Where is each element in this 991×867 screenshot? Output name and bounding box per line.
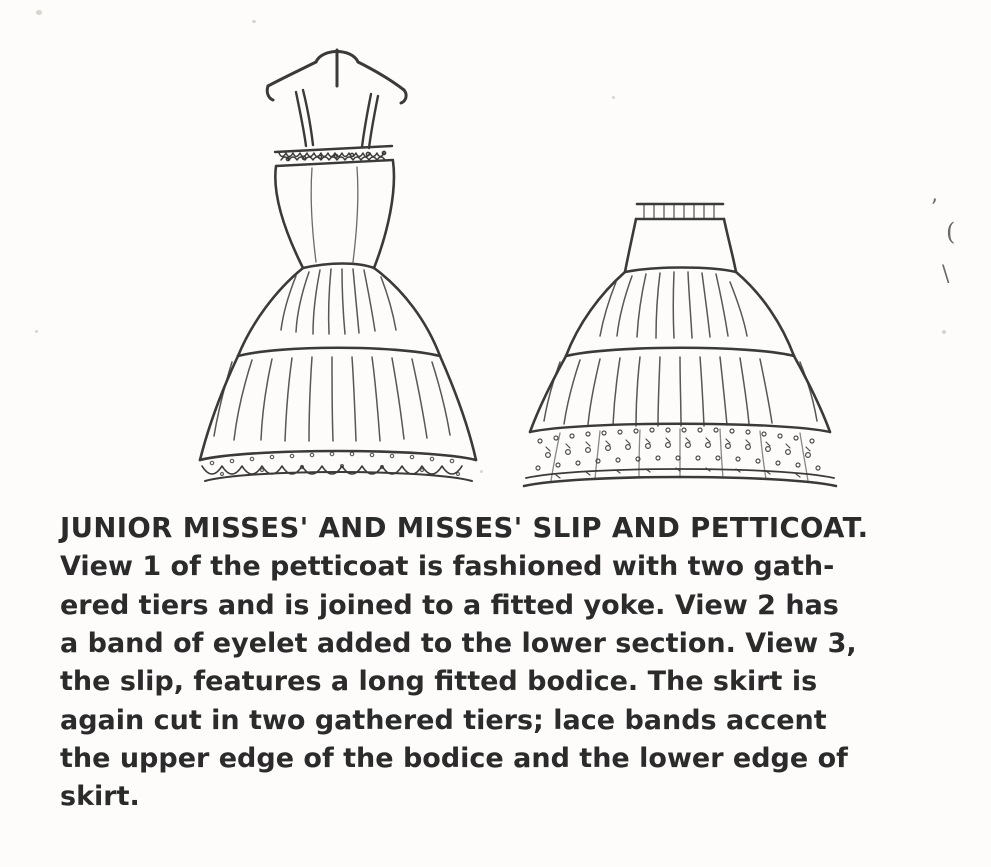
caption-line: ered tiers and is joined to a fitted yoke. View 2 has (60, 589, 839, 621)
caption-line: a band of eyelet added to the lower section. View 3, (60, 628, 857, 660)
caption-line: again cut in two gathered tiers; lace bands accent (60, 704, 827, 736)
petticoat-figure (524, 204, 836, 486)
page-title: JUNIOR MISSES' AND MISSES' SLIP AND PETTICOAT. (60, 512, 869, 544)
caption-line: View 1 of the petticoat is fashioned with two gath- (60, 551, 835, 583)
slip-figure (200, 50, 476, 481)
page-edge-mark: ( (946, 218, 956, 246)
caption-line: the upper edge of the bodice and the lower edge of (60, 743, 848, 775)
page-edge-mark: ʼ (930, 196, 937, 221)
page-edge-mark: \ (942, 262, 950, 287)
caption-body (60, 548, 960, 816)
caption-block (60, 512, 960, 817)
caption-line: the slip, features a long fitted bodice. The skirt is (60, 666, 818, 698)
caption-line: skirt. (60, 781, 140, 813)
